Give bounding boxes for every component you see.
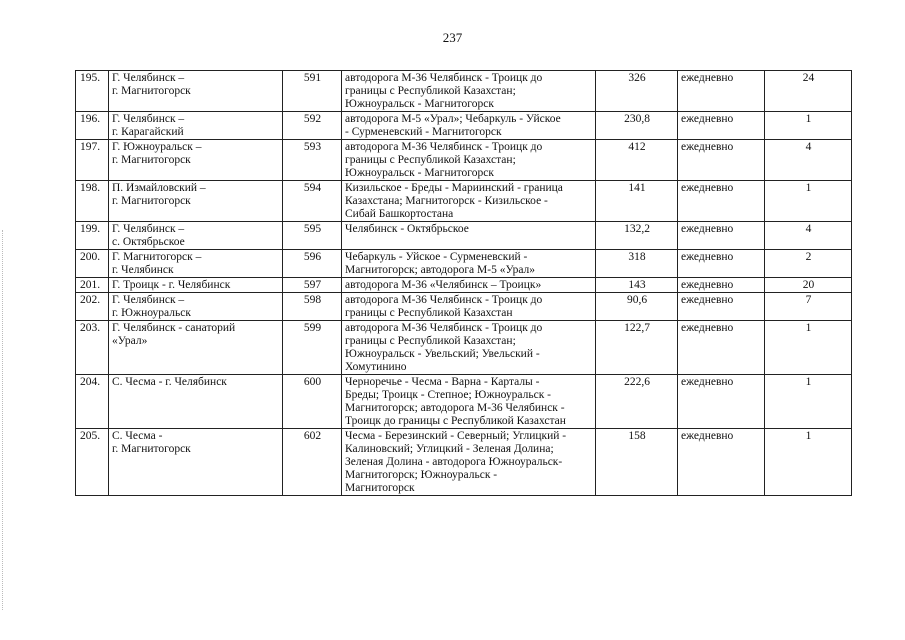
table-row [76,71,852,112]
table-row [76,429,852,496]
route-length-cell: 122,7 [596,321,678,375]
route-path-cell: Кизильское - Бреды - Мариинский - граница Казахстана; Магнитогорск - Кизильское - Сибай Башкортостана [342,181,596,222]
route-path-cell: автодорога М-36 Челябинск - Троицк до границы с Республикой Казахстан; Южноуральск - Увельский; Увельский - Хомутинино [342,321,596,375]
route-number-cell: 198. [76,181,109,222]
table-row [76,321,852,375]
route-name-cell: Г. Челябинск – г. Южноуральск [109,293,283,321]
route-name-cell: Г. Челябинск – с. Октябрьское [109,222,283,250]
registry-number-cell: 602 [283,429,342,496]
table-row [76,181,852,222]
route-number-cell: 199. [76,222,109,250]
trips-count-cell: 1 [765,321,852,375]
table-row [76,375,852,429]
frequency-cell: ежедневно [678,140,765,181]
route-path-cell: Чесма - Березинский - Северный; Углицкий - Калиновский; Углицкий - Зеленая Долина; Зеленая Долина - автодорога Южноуральск- Магнитогорск; Южноуральск - Магнитогорск [342,429,596,496]
route-length-cell: 412 [596,140,678,181]
route-name-cell: Г. Челябинск – г. Магнитогорск [109,71,283,112]
frequency-cell: ежедневно [678,293,765,321]
route-number-cell: 197. [76,140,109,181]
registry-number-cell: 596 [283,250,342,278]
route-name-cell: Г. Челябинск – г. Карагайский [109,112,283,140]
frequency-cell: ежедневно [678,321,765,375]
registry-number-cell: 599 [283,321,342,375]
registry-number-cell: 598 [283,293,342,321]
registry-number-cell: 597 [283,278,342,293]
table-row [76,140,852,181]
route-length-cell: 326 [596,71,678,112]
route-name-cell: С. Чесма - г. Челябинск [109,375,283,429]
trips-count-cell: 20 [765,278,852,293]
route-length-cell: 318 [596,250,678,278]
registry-number-cell: 592 [283,112,342,140]
route-name-cell: П. Измайловский – г. Магнитогорск [109,181,283,222]
route-path-cell: автодорога М-36 Челябинск - Троицк до границы с Республикой Казахстан [342,293,596,321]
route-name-cell: Г. Челябинск - санаторий «Урал» [109,321,283,375]
frequency-cell: ежедневно [678,181,765,222]
table-row [76,278,852,293]
route-name-cell: С. Чесма - г. Магнитогорск [109,429,283,496]
trips-count-cell: 1 [765,429,852,496]
route-number-cell: 195. [76,71,109,112]
frequency-cell: ежедневно [678,278,765,293]
route-path-cell: автодорога М-36 Челябинск - Троицк до границы с Республикой Казахстан; Южноуральск - Магнитогорск [342,140,596,181]
registry-number-cell: 594 [283,181,342,222]
table-row [76,222,852,250]
scan-edge-marks [2,230,7,610]
frequency-cell: ежедневно [678,375,765,429]
route-path-cell: Чебаркуль - Уйское - Сурменевский - Магнитогорск; автодорога М-5 «Урал» [342,250,596,278]
trips-count-cell: 1 [765,375,852,429]
route-length-cell: 90,6 [596,293,678,321]
route-length-cell: 141 [596,181,678,222]
route-path-cell: автодорога М-36 Челябинск - Троицк до границы с Республикой Казахстан; Южноуральск - Магнитогорск [342,71,596,112]
route-length-cell: 143 [596,278,678,293]
trips-count-cell: 24 [765,71,852,112]
frequency-cell: ежедневно [678,429,765,496]
trips-count-cell: 2 [765,250,852,278]
route-number-cell: 203. [76,321,109,375]
trips-count-cell: 4 [765,140,852,181]
route-number-cell: 201. [76,278,109,293]
route-name-cell: Г. Южноуральск – г. Магнитогорск [109,140,283,181]
registry-number-cell: 595 [283,222,342,250]
route-number-cell: 204. [76,375,109,429]
route-number-cell: 200. [76,250,109,278]
route-number-cell: 196. [76,112,109,140]
route-number-cell: 202. [76,293,109,321]
route-path-cell: автодорога М-5 «Урал»; Чебаркуль - Уйское - Сурменевский - Магнитогорск [342,112,596,140]
route-length-cell: 132,2 [596,222,678,250]
routes-table-body [76,71,852,496]
table-row [76,250,852,278]
registry-number-cell: 593 [283,140,342,181]
route-length-cell: 158 [596,429,678,496]
frequency-cell: ежедневно [678,250,765,278]
frequency-cell: ежедневно [678,71,765,112]
registry-number-cell: 600 [283,375,342,429]
trips-count-cell: 7 [765,293,852,321]
route-path-cell: Черноречье - Чесма - Варна - Карталы - Бреды; Троицк - Степное; Южноуральск - Магнитогорск; автодорога М-36 Челябинск - Троицк до границы с Республикой Казахстан [342,375,596,429]
routes-table [75,70,852,496]
route-length-cell: 222,6 [596,375,678,429]
table-row [76,112,852,140]
frequency-cell: ежедневно [678,112,765,140]
route-path-cell: автодорога М-36 «Челябинск – Троицк» [342,278,596,293]
page-number: 237 [442,30,463,45]
table-row [76,293,852,321]
route-name-cell: Г. Магнитогорск – г. Челябинск [109,250,283,278]
route-name-cell: Г. Троицк - г. Челябинск [109,278,283,293]
route-path-cell: Челябинск - Октябрьское [342,222,596,250]
trips-count-cell: 4 [765,222,852,250]
route-number-cell: 205. [76,429,109,496]
trips-count-cell: 1 [765,181,852,222]
registry-number-cell: 591 [283,71,342,112]
frequency-cell: ежедневно [678,222,765,250]
route-length-cell: 230,8 [596,112,678,140]
trips-count-cell: 1 [765,112,852,140]
